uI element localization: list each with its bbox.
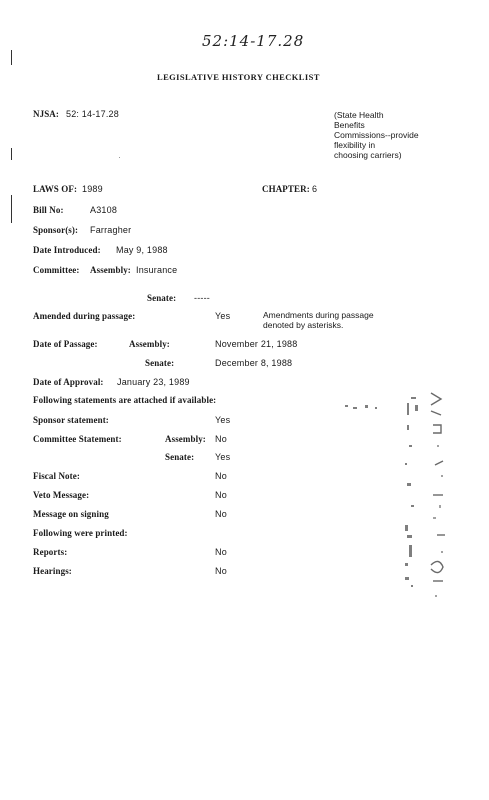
sponsor-statement-value: Yes bbox=[215, 415, 231, 425]
sponsor-label: Sponsor(s): bbox=[33, 225, 79, 235]
message-on-signing-value: No bbox=[215, 509, 227, 519]
laws-of-label: LAWS OF: bbox=[33, 184, 78, 194]
bill-no-label: Bill No: bbox=[33, 205, 64, 215]
scan-mark bbox=[11, 195, 12, 223]
reports-label: Reports: bbox=[33, 547, 68, 557]
description-block bbox=[334, 110, 474, 160]
description-line: Benefits bbox=[334, 120, 365, 130]
veto-message-label: Veto Message: bbox=[33, 490, 90, 500]
scan-speck bbox=[119, 157, 120, 158]
amended-label: Amended during passage: bbox=[33, 311, 136, 321]
date-introduced-value: May 9, 1988 bbox=[116, 245, 168, 255]
statement-assembly-value: No bbox=[215, 434, 227, 444]
passage-senate-label: Senate: bbox=[145, 358, 175, 368]
amended-value: Yes bbox=[215, 311, 231, 321]
chapter-label: CHAPTER: bbox=[262, 184, 310, 194]
handwritten-reference: 52:14-17.28 bbox=[202, 32, 305, 50]
bill-no-value: A3108 bbox=[90, 205, 118, 215]
date-of-passage-label: Date of Passage: bbox=[33, 339, 98, 349]
statement-senate-value: Yes bbox=[215, 452, 231, 462]
committee-assembly-value: Insurance bbox=[136, 265, 178, 275]
message-on-signing-label: Message on signing bbox=[33, 509, 109, 519]
hearings-label: Hearings: bbox=[33, 566, 72, 576]
passage-senate-value: December 8, 1988 bbox=[215, 358, 293, 368]
committee-label: Committee: bbox=[33, 265, 80, 275]
veto-message-value: No bbox=[215, 490, 227, 500]
sponsor-value: Farragher bbox=[90, 225, 132, 235]
description-line: Commissions--provide bbox=[334, 130, 419, 140]
date-of-approval-label: Date of Approval: bbox=[33, 377, 104, 387]
statement-senate-label: Senate: bbox=[165, 452, 195, 462]
passage-assembly-value: November 21, 1988 bbox=[215, 339, 298, 349]
page-title: LEGISLATIVE HISTORY CHECKLIST bbox=[157, 72, 320, 82]
fiscal-note-value: No bbox=[215, 471, 227, 481]
njsa-value: 52: 14-17.28 bbox=[66, 109, 119, 119]
committee-senate-value: ----- bbox=[194, 293, 210, 303]
committee-statement-label: Committee Statement: bbox=[33, 434, 122, 444]
description-line: flexibility in bbox=[334, 140, 376, 150]
description-line: choosing carriers) bbox=[334, 150, 402, 160]
passage-assembly-label: Assembly: bbox=[129, 339, 170, 349]
fiscal-note-label: Fiscal Note: bbox=[33, 471, 80, 481]
chapter-value: 6 bbox=[312, 184, 318, 194]
date-introduced-label: Date Introduced: bbox=[33, 245, 101, 255]
scan-mark bbox=[11, 50, 12, 65]
reports-value: No bbox=[215, 547, 227, 557]
committee-assembly-label: Assembly: bbox=[90, 265, 131, 275]
njsa-label: NJSA: bbox=[33, 109, 60, 119]
description-line: (State Health bbox=[334, 110, 384, 120]
hearings-value: No bbox=[215, 566, 227, 576]
statement-assembly-label: Assembly: bbox=[165, 434, 206, 444]
faded-stamp-marks bbox=[345, 385, 455, 615]
committee-senate-label: Senate: bbox=[147, 293, 177, 303]
sponsor-statement-label: Sponsor statement: bbox=[33, 415, 109, 425]
printed-heading: Following were printed: bbox=[33, 528, 128, 538]
date-of-approval-value: January 23, 1989 bbox=[117, 377, 190, 387]
scan-mark bbox=[11, 148, 12, 160]
statements-heading: Following statements are attached if available: bbox=[33, 395, 217, 405]
laws-of-value: 1989 bbox=[82, 184, 103, 194]
amended-note: Amendments during passage denoted by asterisks. bbox=[263, 310, 374, 330]
